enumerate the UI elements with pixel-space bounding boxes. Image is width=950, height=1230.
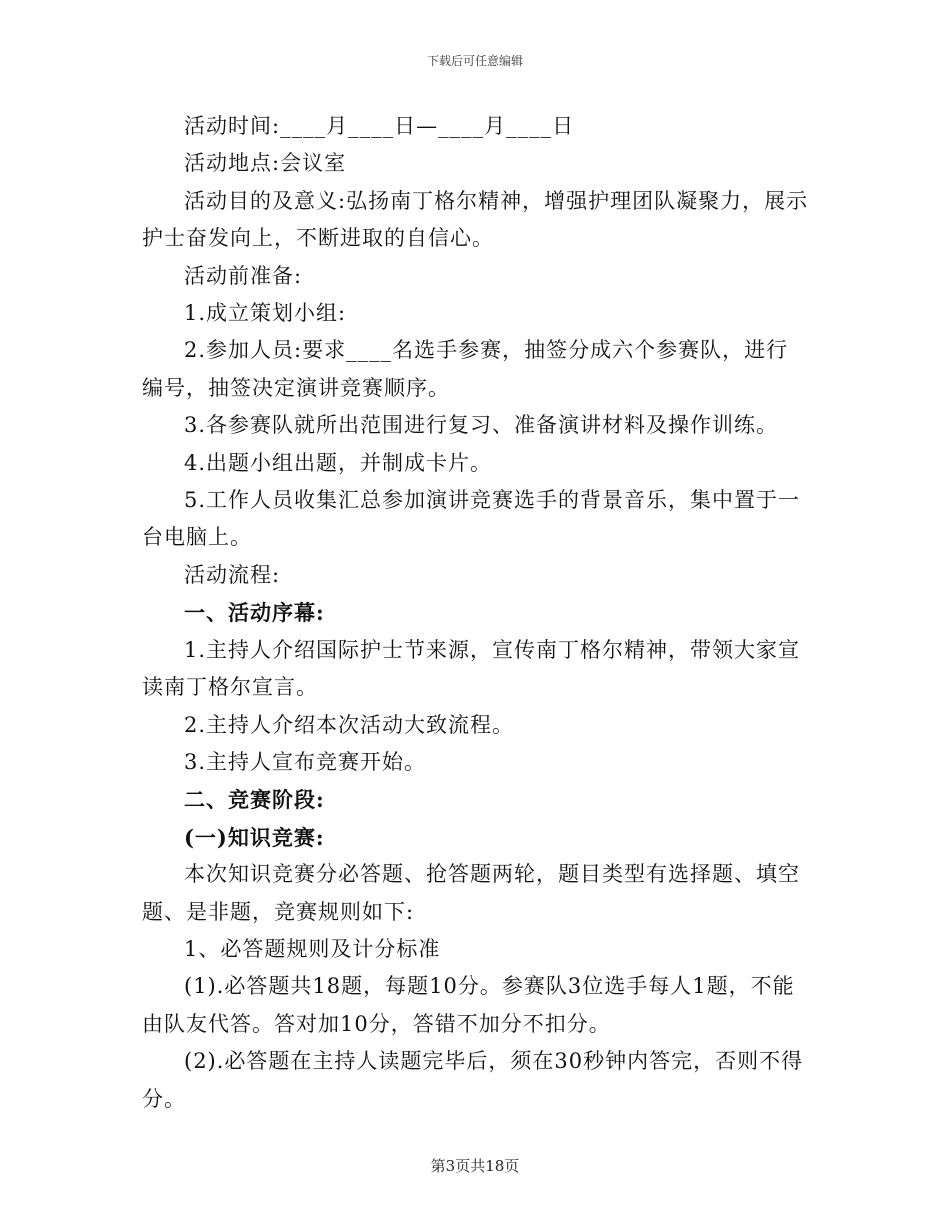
paragraph: 1.主持人介绍国际护士节来源，宣传南丁格尔精神，带领大家宣读南丁格尔宣言。	[142, 637, 801, 700]
paragraph: (1).必答题共18题，每题10分。参赛队3位选手每人1题，不能由队友代答。答对加10分，答错不加分不扣分。	[142, 974, 795, 1036]
page-header: 下载后可任意编辑	[426, 54, 523, 68]
paragraph: 2.主持人介绍本次活动大致流程。	[184, 712, 515, 737]
paragraph: 活动流程:	[184, 562, 281, 587]
paragraph: 活动前准备:	[184, 263, 303, 288]
page-footer: 第3页共18页	[430, 1157, 520, 1175]
section-heading: 一、活动序幕:	[184, 600, 325, 626]
document-body	[142, 108, 810, 1118]
paragraph: 本次知识竞赛分必答题、抢答题两轮，题目类型有选择题、填空题、是非题，竞赛规则如下:	[142, 862, 800, 924]
section-heading: 二、竞赛阶段:	[184, 787, 325, 813]
paragraph: 5.工作人员收集汇总参加演讲竞赛选手的背景音乐，集中置于一台电脑上。	[142, 488, 801, 550]
paragraph: 活动目的及意义:弘扬南丁格尔精神，增强护理团队凝聚力，展示护士奋发向上，不断进取的自信心。	[142, 188, 809, 251]
subsection-heading: (一)知识竞赛:	[184, 824, 325, 850]
paragraph: 1、必答题规则及计分标准	[184, 936, 441, 961]
paragraph: 活动地点:会议室	[184, 151, 347, 176]
paragraph: 3.主持人宣布竞赛开始。	[184, 749, 427, 774]
paragraph: 活动时间:____月____日—____月____日	[184, 114, 575, 138]
paragraph: 1.成立策划小组:	[184, 301, 347, 326]
paragraph: 4.出题小组出题，并制成卡片。	[184, 450, 493, 475]
paragraph: 2.参加人员:要求____名选手参赛，抽签分成六个参赛队，进行编号，抽签决定演讲竞赛顺序。	[142, 338, 789, 400]
paragraph: (2).必答题在主持人读题完毕后，须在30秒钟内答完，否则不得分。	[142, 1049, 804, 1111]
paragraph: 3.各参赛队就所出范围进行复习、准备演讲材料及操作训练。	[184, 413, 779, 438]
